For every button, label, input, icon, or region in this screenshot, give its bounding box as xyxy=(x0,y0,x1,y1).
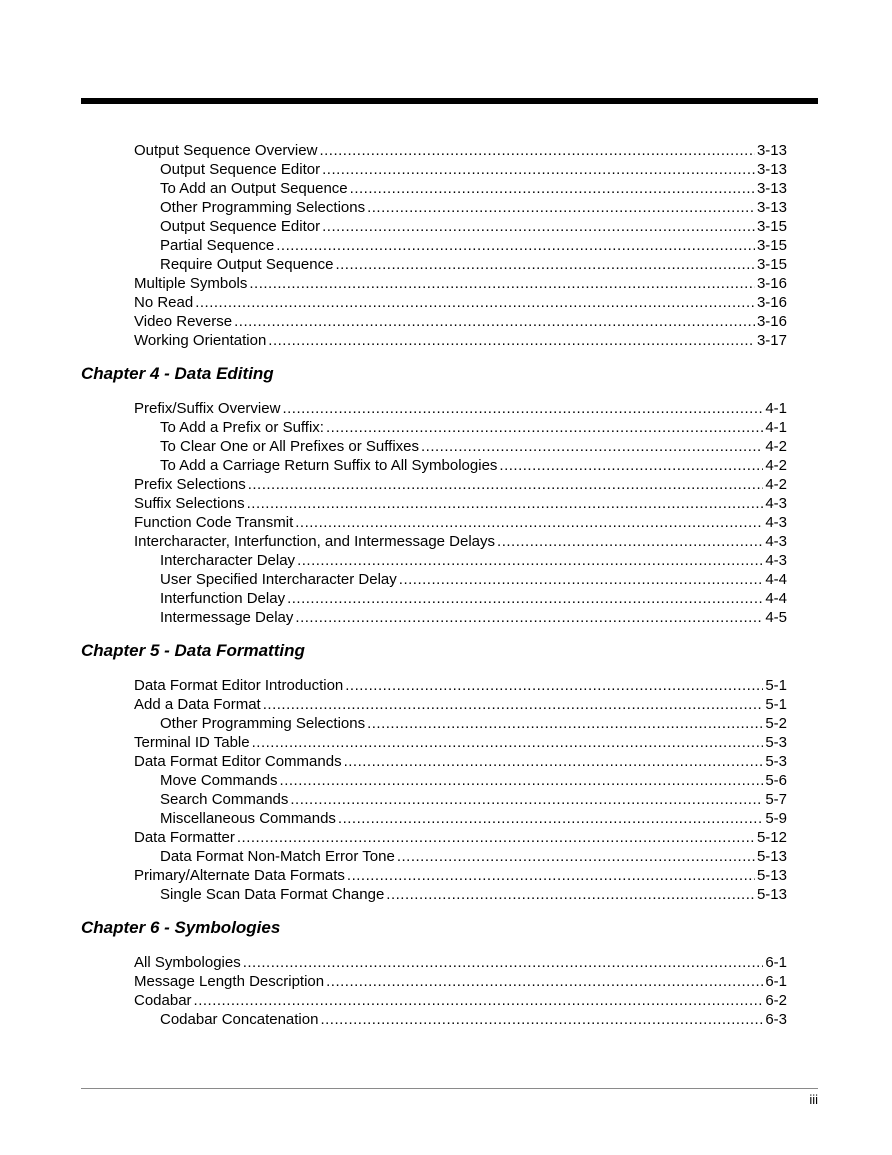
toc-entry-page: 6-1 xyxy=(765,973,787,990)
dot-leader xyxy=(290,790,763,809)
dot-leader xyxy=(243,953,764,972)
dot-leader xyxy=(195,293,755,312)
toc-entry-page: 5-7 xyxy=(765,791,787,808)
dot-leader xyxy=(276,236,755,255)
toc-entry[interactable] xyxy=(160,771,787,790)
toc-entry-page: 3-17 xyxy=(756,332,787,349)
toc-entry[interactable] xyxy=(134,972,787,991)
dot-leader xyxy=(421,437,763,456)
toc-entry-title: Video Reverse xyxy=(134,313,233,330)
toc-entry-title: Miscellaneous Commands xyxy=(160,810,336,827)
toc-entry[interactable] xyxy=(160,255,787,274)
toc-entry[interactable] xyxy=(160,790,787,809)
toc-entry-page: 3-15 xyxy=(756,237,787,254)
toc-entry-page: 6-3 xyxy=(765,1011,787,1028)
toc-entry-page: 3-16 xyxy=(756,313,787,330)
dot-leader xyxy=(367,198,755,217)
toc-entry[interactable] xyxy=(160,160,787,179)
toc-entry-page: 5-6 xyxy=(765,772,787,789)
toc-entry[interactable] xyxy=(160,551,787,570)
toc-entry-title: Add a Data Format xyxy=(134,696,261,713)
toc-entry[interactable] xyxy=(134,828,787,847)
toc-entry-title: Multiple Symbols xyxy=(134,275,248,292)
toc-entry[interactable] xyxy=(160,608,787,627)
toc-entry-page: 5-3 xyxy=(765,734,787,751)
dot-leader xyxy=(344,752,764,771)
dot-leader xyxy=(345,676,763,695)
dot-leader xyxy=(397,847,755,866)
dot-leader xyxy=(350,179,755,198)
toc-entry-title: Suffix Selections xyxy=(134,495,245,512)
dot-leader xyxy=(263,695,764,714)
dot-leader xyxy=(237,828,755,847)
toc-entry-page: 3-13 xyxy=(756,199,787,216)
toc-entry[interactable] xyxy=(134,695,787,714)
footer-rule xyxy=(81,1088,818,1089)
toc-entry-page: 5-2 xyxy=(765,715,787,732)
dot-leader xyxy=(320,1010,763,1029)
toc-entry-title: No Read xyxy=(134,294,194,311)
dot-leader xyxy=(297,551,763,570)
toc-entry-page: 6-1 xyxy=(765,954,787,971)
dot-leader xyxy=(280,771,764,790)
toc-entry[interactable] xyxy=(134,494,787,513)
dot-leader xyxy=(268,331,755,350)
toc-entry-title: Interfunction Delay xyxy=(160,590,286,607)
dot-leader xyxy=(295,513,763,532)
toc-entry[interactable] xyxy=(134,733,787,752)
toc-entry-title: Terminal ID Table xyxy=(134,734,250,751)
toc-entry-page: 3-13 xyxy=(756,161,787,178)
dot-leader xyxy=(247,494,764,513)
toc-entry-page: 4-1 xyxy=(765,419,787,436)
toc-entry-title: Message Length Description xyxy=(134,973,325,990)
toc-entry[interactable] xyxy=(134,399,787,418)
toc-entry[interactable] xyxy=(160,1010,787,1029)
dot-leader xyxy=(497,532,763,551)
toc-entry-title: Other Programming Selections xyxy=(160,199,366,216)
toc-entry-title: Single Scan Data Format Change xyxy=(160,886,385,903)
toc-entry-title: Data Format Non-Match Error Tone xyxy=(160,848,395,865)
toc-entry-page: 3-16 xyxy=(756,294,787,311)
toc-entry-title: Search Commands xyxy=(160,791,289,808)
dot-leader xyxy=(248,475,764,494)
toc-entry-page: 6-2 xyxy=(765,992,787,1009)
toc-entry-page: 3-13 xyxy=(756,180,787,197)
dot-leader xyxy=(319,141,755,160)
toc-entry-page: 5-13 xyxy=(756,867,787,884)
toc-entry-title: Primary/Alternate Data Formats xyxy=(134,867,345,884)
dot-leader xyxy=(322,217,755,236)
toc-entry[interactable] xyxy=(134,513,787,532)
toc-entry-page: 4-3 xyxy=(765,514,787,531)
toc-entry-page: 4-3 xyxy=(765,552,787,569)
toc-entry-title: Data Formatter xyxy=(134,829,235,846)
toc-entry-title: Prefix/Suffix Overview xyxy=(134,400,281,417)
toc-entry-title: Output Sequence Editor xyxy=(160,218,321,235)
toc-entry[interactable] xyxy=(134,274,787,293)
toc-entry[interactable] xyxy=(160,198,787,217)
toc-entry[interactable] xyxy=(160,217,787,236)
toc-entry-title: Intercharacter, Interfunction, and Intermessage Delays xyxy=(134,533,496,550)
toc-entry[interactable] xyxy=(134,676,787,695)
toc-entry-page: 5-9 xyxy=(765,810,787,827)
toc-entry-title: Data Format Editor Commands xyxy=(134,753,342,770)
toc-entry[interactable] xyxy=(134,475,787,494)
toc-entry-title: Working Orientation xyxy=(134,332,267,349)
chapter-heading: Chapter 4 - Data Editing xyxy=(81,364,274,383)
toc-entry-page: 4-2 xyxy=(765,476,787,493)
toc-entry-title: Function Code Transmit xyxy=(134,514,294,531)
toc-entry-page: 3-15 xyxy=(756,218,787,235)
toc-entry[interactable] xyxy=(160,809,787,828)
toc-entry[interactable] xyxy=(134,866,787,885)
toc-entry-title: All Symbologies xyxy=(134,954,241,971)
toc-entry[interactable] xyxy=(134,312,787,331)
toc-entry-page: 3-15 xyxy=(756,256,787,273)
toc-entry-page: 5-3 xyxy=(765,753,787,770)
toc-entry[interactable] xyxy=(160,847,787,866)
toc-entry[interactable] xyxy=(160,570,787,589)
toc-entry-page: 4-5 xyxy=(765,609,787,626)
dot-leader xyxy=(287,589,763,608)
toc-entry-page: 4-3 xyxy=(765,533,787,550)
toc-entry[interactable] xyxy=(160,885,787,904)
toc-entry-page: 5-1 xyxy=(765,696,787,713)
dot-leader xyxy=(499,456,763,475)
toc-entry[interactable] xyxy=(134,532,787,551)
toc-entry-title: Prefix Selections xyxy=(134,476,246,493)
dot-leader xyxy=(347,866,755,885)
toc-entry-title: User Specified Intercharacter Delay xyxy=(160,571,397,588)
toc-entry[interactable] xyxy=(134,293,787,312)
toc-entry-title: To Add a Carriage Return Suffix to All Symbologies xyxy=(160,457,498,474)
toc-entry-title: Partial Sequence xyxy=(160,237,275,254)
dot-leader xyxy=(326,418,763,437)
toc-entry-page: 3-16 xyxy=(756,275,787,292)
dot-leader xyxy=(194,991,764,1010)
toc-entry-title: Intercharacter Delay xyxy=(160,552,296,569)
toc-entry-title: Codabar Concatenation xyxy=(160,1011,319,1028)
toc-entry-page: 5-13 xyxy=(756,886,787,903)
toc-entry[interactable] xyxy=(160,589,787,608)
toc-entry-page: 4-3 xyxy=(765,495,787,512)
toc-entry[interactable] xyxy=(134,331,787,350)
toc-entry-page: 4-4 xyxy=(765,571,787,588)
dot-leader xyxy=(295,608,763,627)
dot-leader xyxy=(326,972,763,991)
dot-leader xyxy=(252,733,764,752)
toc-entry-page: 4-2 xyxy=(765,438,787,455)
toc-entry-page: 4-4 xyxy=(765,590,787,607)
dot-leader xyxy=(399,570,764,589)
toc-entry-page: 4-2 xyxy=(765,457,787,474)
toc-entry[interactable] xyxy=(160,437,787,456)
toc-entry-page: 5-13 xyxy=(756,848,787,865)
toc-entry-page: 4-1 xyxy=(765,400,787,417)
toc-entry-title: Data Format Editor Introduction xyxy=(134,677,344,694)
dot-leader xyxy=(338,809,763,828)
header-rule xyxy=(81,98,818,104)
toc-entry[interactable] xyxy=(134,752,787,771)
page-number: iii xyxy=(809,1092,818,1107)
toc-entry-title: To Clear One or All Prefixes or Suffixes xyxy=(160,438,419,455)
toc-entry-title: Intermessage Delay xyxy=(160,609,294,626)
toc-entry-title: Move Commands xyxy=(160,772,278,789)
toc-entry[interactable] xyxy=(134,953,787,972)
dot-leader xyxy=(367,714,763,733)
toc-entry-page: 5-1 xyxy=(765,677,787,694)
toc-entry-title: Codabar xyxy=(134,992,192,1009)
toc-entry[interactable] xyxy=(160,418,787,437)
toc-entry-title: To Add a Prefix or Suffix: xyxy=(160,419,324,436)
chapter-heading: Chapter 6 - Symbologies xyxy=(81,918,281,937)
toc-entry[interactable] xyxy=(160,714,787,733)
dot-leader xyxy=(249,274,755,293)
toc-entry-title: Output Sequence Editor xyxy=(160,161,321,178)
dot-leader xyxy=(282,399,763,418)
dot-leader xyxy=(335,255,755,274)
chapter-heading: Chapter 5 - Data Formatting xyxy=(81,641,305,660)
toc-entry-title: Other Programming Selections xyxy=(160,715,366,732)
toc-entry-title: To Add an Output Sequence xyxy=(160,180,348,197)
dot-leader xyxy=(322,160,755,179)
dot-leader xyxy=(386,885,755,904)
toc-entry-title: Output Sequence Overview xyxy=(134,142,318,159)
toc-entry[interactable] xyxy=(134,141,787,160)
toc-entry[interactable] xyxy=(160,456,787,475)
toc-entry-page: 3-13 xyxy=(756,142,787,159)
toc-entry[interactable] xyxy=(134,991,787,1010)
toc-entry-title: Require Output Sequence xyxy=(160,256,334,273)
toc-entry-page: 5-12 xyxy=(756,829,787,846)
dot-leader xyxy=(234,312,755,331)
toc-entry[interactable] xyxy=(160,179,787,198)
toc-entry[interactable] xyxy=(160,236,787,255)
